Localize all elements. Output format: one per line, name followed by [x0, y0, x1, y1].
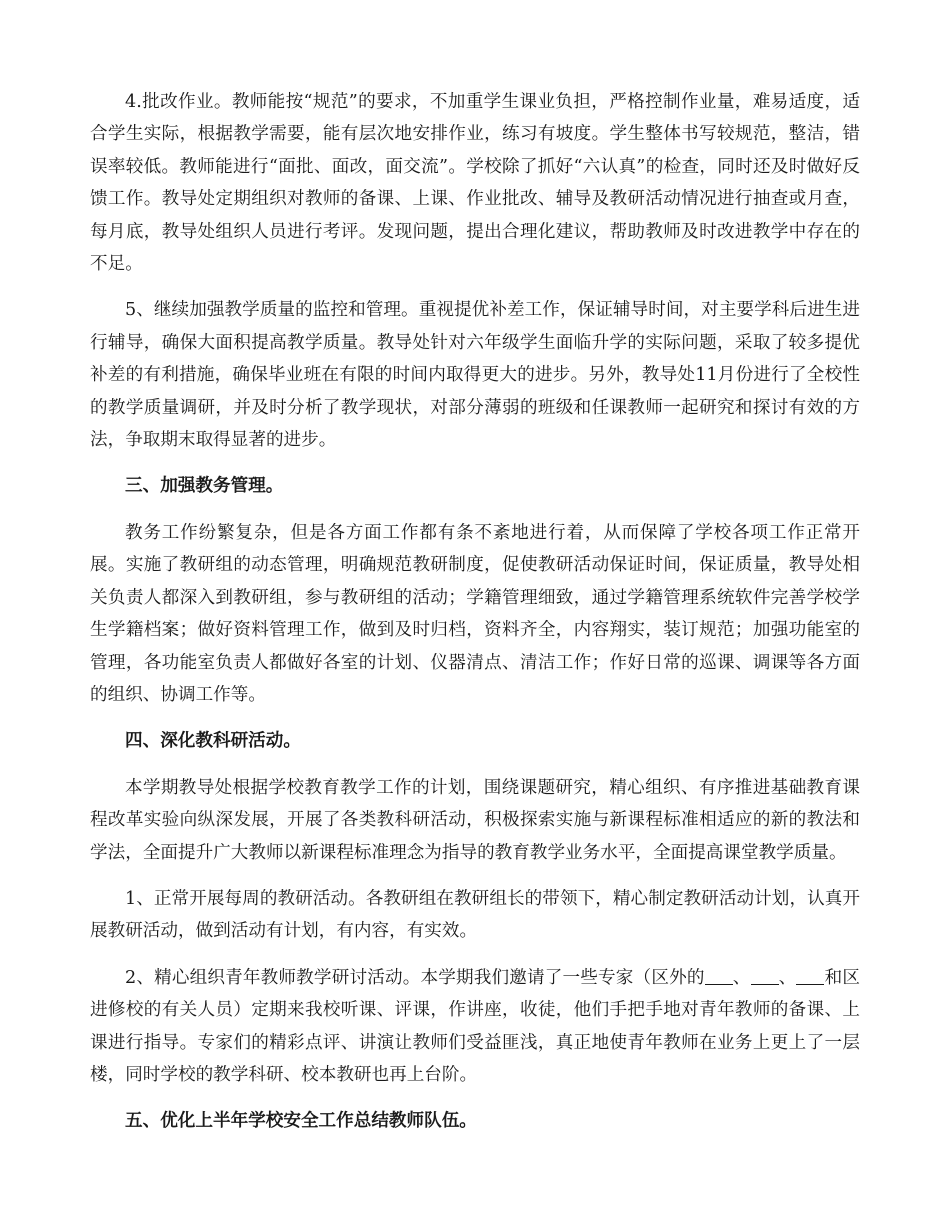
young-teachers-text-b: 和区进修校的有关人员）定期来我校听课、评课，作讲座，收徒，他们手把手地对青年教师的备课、上课进行指导。专家们的精彩点评、讲演让教师们受益匪浅，真正地使青年教师在业务上更上了一层楼，同时学校的教学科研、校本教研也再上台阶。	[90, 967, 860, 1085]
heading-teacher-team: 五、优化上半年学校安全工作总结教师队伍。	[125, 1110, 477, 1132]
document-page	[90, 86, 860, 1152]
separator: 、	[732, 967, 751, 988]
heading-academic-affairs: 三、加强教务管理。	[125, 475, 284, 497]
paragraph-research-activities: 本学期教导处根据学校教育教学工作的计划，围绕课题研究，精心组织、有序推进基础教育课程改革实验向纵深发展，开展了各类教科研活动，积极探索实施与新课程标准相适应的新的教法和学法，全面提升广大教师以新课程标准理念为指导的教育教学业务水平，全面提高课堂教学质量。	[90, 777, 860, 863]
paragraph-academic-affairs: 教务工作纷繁复杂，但是各方面工作都有条不紊地进行着，从而保障了学校各项工作正常开展。实施了教研组的动态管理，明确规范教研制度，促使教研活动保证时间，保证质量，教导处相关负责人都深入到教研组，参与教研组的活动；学籍管理细致，通过学籍管理系统软件完善学校学生学籍档案；做好资料管理工作，做到及时归档，资料齐全，内容翔实，装订规范；加强功能室的管理，各功能室负责人都做好各室的计划、仪器清点、清洁工作；作好日常的巡课、调课等各方面的组织、协调工作等。	[90, 522, 860, 705]
blank-line	[705, 966, 733, 985]
paragraph-weekly-research: 1、正常开展每周的教研活动。各教研组在教研组长的带领下，精心制定教研活动计划，认真开展教研活动，做到活动有计划，有内容，有实效。	[90, 888, 860, 942]
young-teachers-text-a: 2、精心组织青年教师教学研讨活动。本学期我们邀请了一些专家（区外的	[125, 967, 705, 988]
paragraph-quality-monitoring: 5、继续加强教学质量的监控和管理。重视提优补差工作，保证辅导时间，对主要学科后进生进行辅导，确保大面积提高教学质量。教导处针对六年级学生面临升学的实际问题，采取了较多提优补差的有利措施，确保毕业班在有限的时间内取得更大的进步。另外，教导处11月份进行了全校性的教学质量调研，并及时分析了教学现状，对部分薄弱的班级和任课教师一起研究和探讨有效的方法，争取期末取得显著的进步。	[90, 300, 860, 451]
paragraph-homework: 4.批改作业。教师能按“规范”的要求，不加重学生课业负担，严格控制作业量，难易适度，适合学生实际，根据教学需要，能有层次地安排作业，练习有坡度。学生整体书写较规范，整洁，错误率较低。教师能进行“面批、面改，面交流”。学校除了抓好“六认真”的检查，同时还及时做好反馈工作。教导处定期组织对教师的备课、上课、作业批改、辅导及教研活动情况进行抽查或月查，每月底，教导处组织人员进行考评。发现问题，提出合理化建议，帮助教师及时改进教学中存在的不足。	[90, 92, 860, 275]
blank-line	[751, 966, 779, 985]
paragraph-young-teachers	[90, 962, 860, 1092]
heading-research-activities: 四、深化教科研活动。	[125, 730, 301, 752]
blank-line	[796, 966, 824, 985]
separator: 、	[778, 967, 797, 988]
